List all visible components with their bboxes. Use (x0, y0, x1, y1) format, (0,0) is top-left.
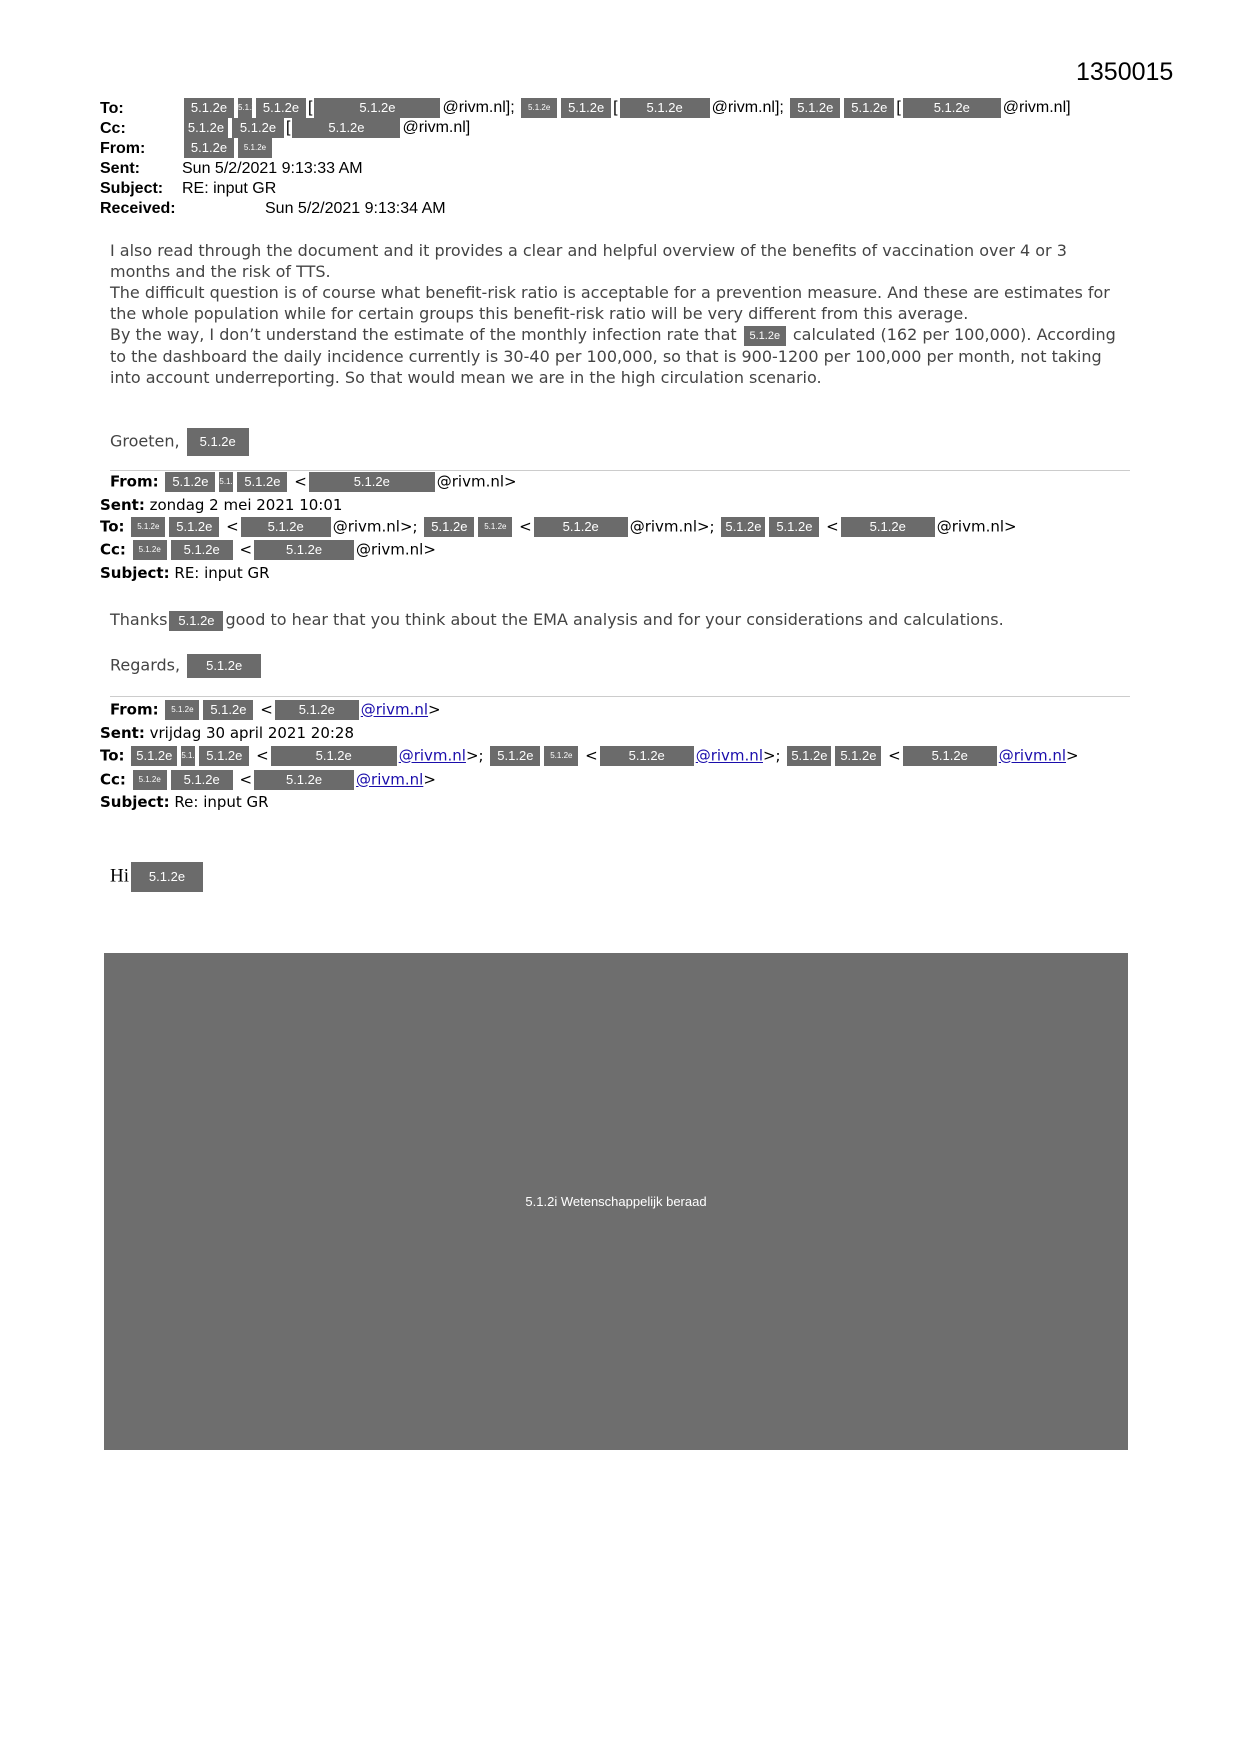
sent-label: Sent: (100, 724, 145, 742)
message-body (110, 240, 1130, 388)
cc-label: Cc: (100, 540, 126, 559)
from-label: From: (110, 700, 159, 719)
redaction-box: 5.1.2e (903, 98, 1001, 118)
cc-label: Cc: (100, 770, 126, 789)
redaction-box: 5.1.2 (181, 746, 195, 766)
email3-subject (100, 793, 269, 811)
to-label: To: (100, 100, 124, 117)
punct: < (519, 517, 532, 536)
greeting-text: Hi (110, 865, 129, 887)
redaction-box: 5.1.2e (203, 700, 253, 720)
redaction-box: 5.1.2e (292, 118, 400, 138)
signoff (110, 428, 251, 456)
cc-label: Cc: (100, 120, 126, 137)
from-label: From: (100, 140, 146, 157)
redaction-box: 5.1.2e (232, 118, 284, 138)
body-text: good to hear that you think about the EMA analysis and for your considerations and calculations. (225, 610, 1004, 629)
email2-from (110, 472, 517, 492)
redaction-box: 5.1.2e (478, 517, 512, 537)
to-label: To: (100, 517, 125, 536)
redaction-box: 5.1.2e (187, 654, 261, 678)
punct: < (239, 540, 253, 559)
redaction-box: 5.1.2e (790, 98, 840, 118)
email3-sent (100, 724, 354, 742)
punct: [ (308, 99, 313, 116)
redaction-box: 5.1.2e (534, 517, 628, 537)
punct: < (260, 700, 273, 719)
to-recipients (182, 98, 1071, 118)
redaction-box: 5.1.2e (184, 118, 228, 138)
redaction-box: 5.1.2e (256, 98, 306, 118)
subject-label: Subject: (100, 180, 164, 197)
email-domain: @rivm.nl]; (711, 99, 784, 116)
punct: < (585, 746, 598, 765)
redaction-box: 5.1.2 (219, 472, 233, 492)
email-domain: @rivm.nl> (356, 540, 436, 559)
redaction-box: 5.1.2e (133, 770, 167, 790)
redaction-box: 5.1.2e (600, 746, 694, 766)
sent-value: zondag 2 mei 2021 10:01 (149, 496, 343, 514)
punct: >; (465, 746, 484, 765)
signoff-text: Groeten, (110, 431, 180, 451)
subject-label: Subject: (100, 564, 170, 582)
email3-from (110, 700, 441, 720)
body-text: Thanks (110, 610, 168, 629)
redaction-box: 5.1.2e (275, 700, 359, 720)
punct: > (423, 770, 436, 789)
redaction-box: 5.1.2e (133, 540, 167, 560)
email-domain: @rivm.nl>; (629, 517, 715, 536)
email-domain: @rivm.nl] (1002, 99, 1071, 116)
punct: < (239, 770, 253, 789)
email2-to (100, 517, 1017, 537)
received-label: Received: (100, 200, 176, 217)
email-domain: @rivm.nl> (936, 517, 1017, 536)
separator (110, 696, 1130, 697)
redaction-box: 5.1.2e (490, 746, 540, 766)
redaction-box: 5.1.2e (184, 138, 234, 158)
separator (110, 470, 1130, 471)
document-number: 1350015 (1076, 58, 1174, 86)
email3-greeting (110, 862, 205, 892)
redaction-box: 5.1.2e (131, 746, 177, 766)
redaction-box: 5.1.2e (165, 700, 199, 720)
received-value: Sun 5/2/2021 9:13:34 AM (265, 200, 446, 217)
email2-sent (100, 496, 342, 514)
redaction-box: 5.1.2e (184, 98, 234, 118)
email-link[interactable]: @rivm.nl (356, 770, 424, 789)
email-link[interactable]: @rivm.nl (998, 746, 1067, 765)
large-redaction-block (104, 953, 1128, 1450)
cc-recipients (182, 118, 470, 138)
from-sender (182, 138, 274, 158)
redaction-box: 5.1.2e (187, 428, 249, 456)
punct: > (428, 700, 441, 719)
redaction-box: 5.1.2e (238, 138, 272, 158)
punct: > (1066, 746, 1079, 765)
redaction-box: 5.1.2e (769, 517, 819, 537)
punct: < (888, 746, 901, 765)
redaction-box: 5.1.2e (424, 517, 474, 537)
email-domain: @rivm.nl] (402, 119, 471, 136)
redaction-box: 5.1.2e (254, 540, 354, 560)
email-domain: @rivm.nl>; (332, 517, 418, 536)
redaction-box: 5.1.2e (721, 517, 765, 537)
punct: [ (286, 119, 291, 136)
email2-subject (100, 564, 270, 582)
redaction-box: 5.1.2e (544, 746, 578, 766)
redaction-box: 5.1.2e (314, 98, 440, 118)
redaction-box: 5.1.2e (199, 746, 249, 766)
redaction-box: 5.1.2e (254, 770, 354, 790)
punct: < (226, 517, 239, 536)
sent-value: vrijdag 30 april 2021 20:28 (149, 724, 354, 742)
punct: [ (896, 99, 901, 116)
punct: >; (762, 746, 781, 765)
email-link[interactable]: @rivm.nl (398, 746, 466, 765)
email3-cc (100, 770, 436, 790)
redaction-box: 5.1.2e (171, 770, 233, 790)
redaction-box: 5.1.2e (241, 517, 331, 537)
body-paragraph: I also read through the document and it provides a clear and helpful overview of the benefits of vaccination over 4 or 3 months and the risk of TTS. (110, 241, 1067, 281)
email-link[interactable]: @rivm.nl (695, 746, 763, 765)
email-domain: @rivm.nl]; (442, 99, 515, 116)
redaction-box: 5.1.2e (841, 517, 935, 537)
email3-to (100, 746, 1079, 766)
email2-body (110, 610, 1004, 631)
redaction-box: 5.1.2 (238, 98, 252, 118)
body-paragraph: The difficult question is of course what benefit-risk ratio is acceptable for a prevention measure. And these are estimates for the whole population while for certain groups this benefit-risk ratio will be very different from this average. (110, 283, 1110, 323)
body-text: calculated (162 per 100,000). According to the dashboard the daily incidence currently is 30-40 per 100,000, so that is 900-1200 per 100,000 per month, not taking into account underreporting. So that would mean we are in the high circulation scenario. (110, 325, 1116, 387)
punct: < (294, 472, 307, 491)
subject-label: Subject: (100, 793, 170, 811)
punct: [ (613, 99, 618, 116)
sent-value: Sun 5/2/2021 9:13:33 AM (182, 160, 363, 177)
redaction-box: 5.1.2e (271, 746, 397, 766)
redaction-box: 5.1.2e (620, 98, 710, 118)
redaction-box: 5.1.2e (835, 746, 881, 766)
from-label: From: (110, 472, 159, 491)
redaction-box: 5.1.2e (169, 611, 223, 631)
redaction-box: 5.1.2e (561, 98, 611, 118)
email-link[interactable]: @rivm.nl (360, 700, 429, 719)
redaction-box: 5.1.2e (844, 98, 894, 118)
redaction-box: 5.1.2e (171, 540, 233, 560)
subject-value: RE: input GR (174, 564, 270, 582)
subject-value: Re: input GR (174, 793, 269, 811)
redaction-box: 5.1.2e (237, 472, 287, 492)
email2-signoff (110, 654, 263, 678)
redaction-label: 5.1.2i Wetenschappelijk beraad (525, 1194, 707, 1209)
body-paragraph (110, 324, 1130, 388)
email-domain: @rivm.nl> (436, 472, 517, 491)
redaction-box: 5.1.2e (165, 472, 215, 492)
redaction-box: 5.1.2e (131, 517, 165, 537)
sent-label: Sent: (100, 160, 140, 177)
subject-value: RE: input GR (182, 180, 277, 197)
redaction-box: 5.1.2e (744, 326, 786, 346)
redaction-box: 5.1.2e (309, 472, 435, 492)
email2-cc (100, 540, 436, 560)
punct: < (256, 746, 269, 765)
redaction-box: 5.1.2e (521, 98, 557, 118)
redaction-box: 5.1.2e (131, 862, 203, 892)
redaction-box: 5.1.2e (169, 517, 219, 537)
signoff-text: Regards, (110, 655, 181, 675)
sent-label: Sent: (100, 496, 145, 514)
redaction-box: 5.1.2e (787, 746, 831, 766)
to-label: To: (100, 746, 125, 765)
redaction-box: 5.1.2e (903, 746, 997, 766)
body-text: By the way, I don’t understand the estimate of the monthly infection rate that (110, 325, 737, 344)
punct: < (826, 517, 839, 536)
